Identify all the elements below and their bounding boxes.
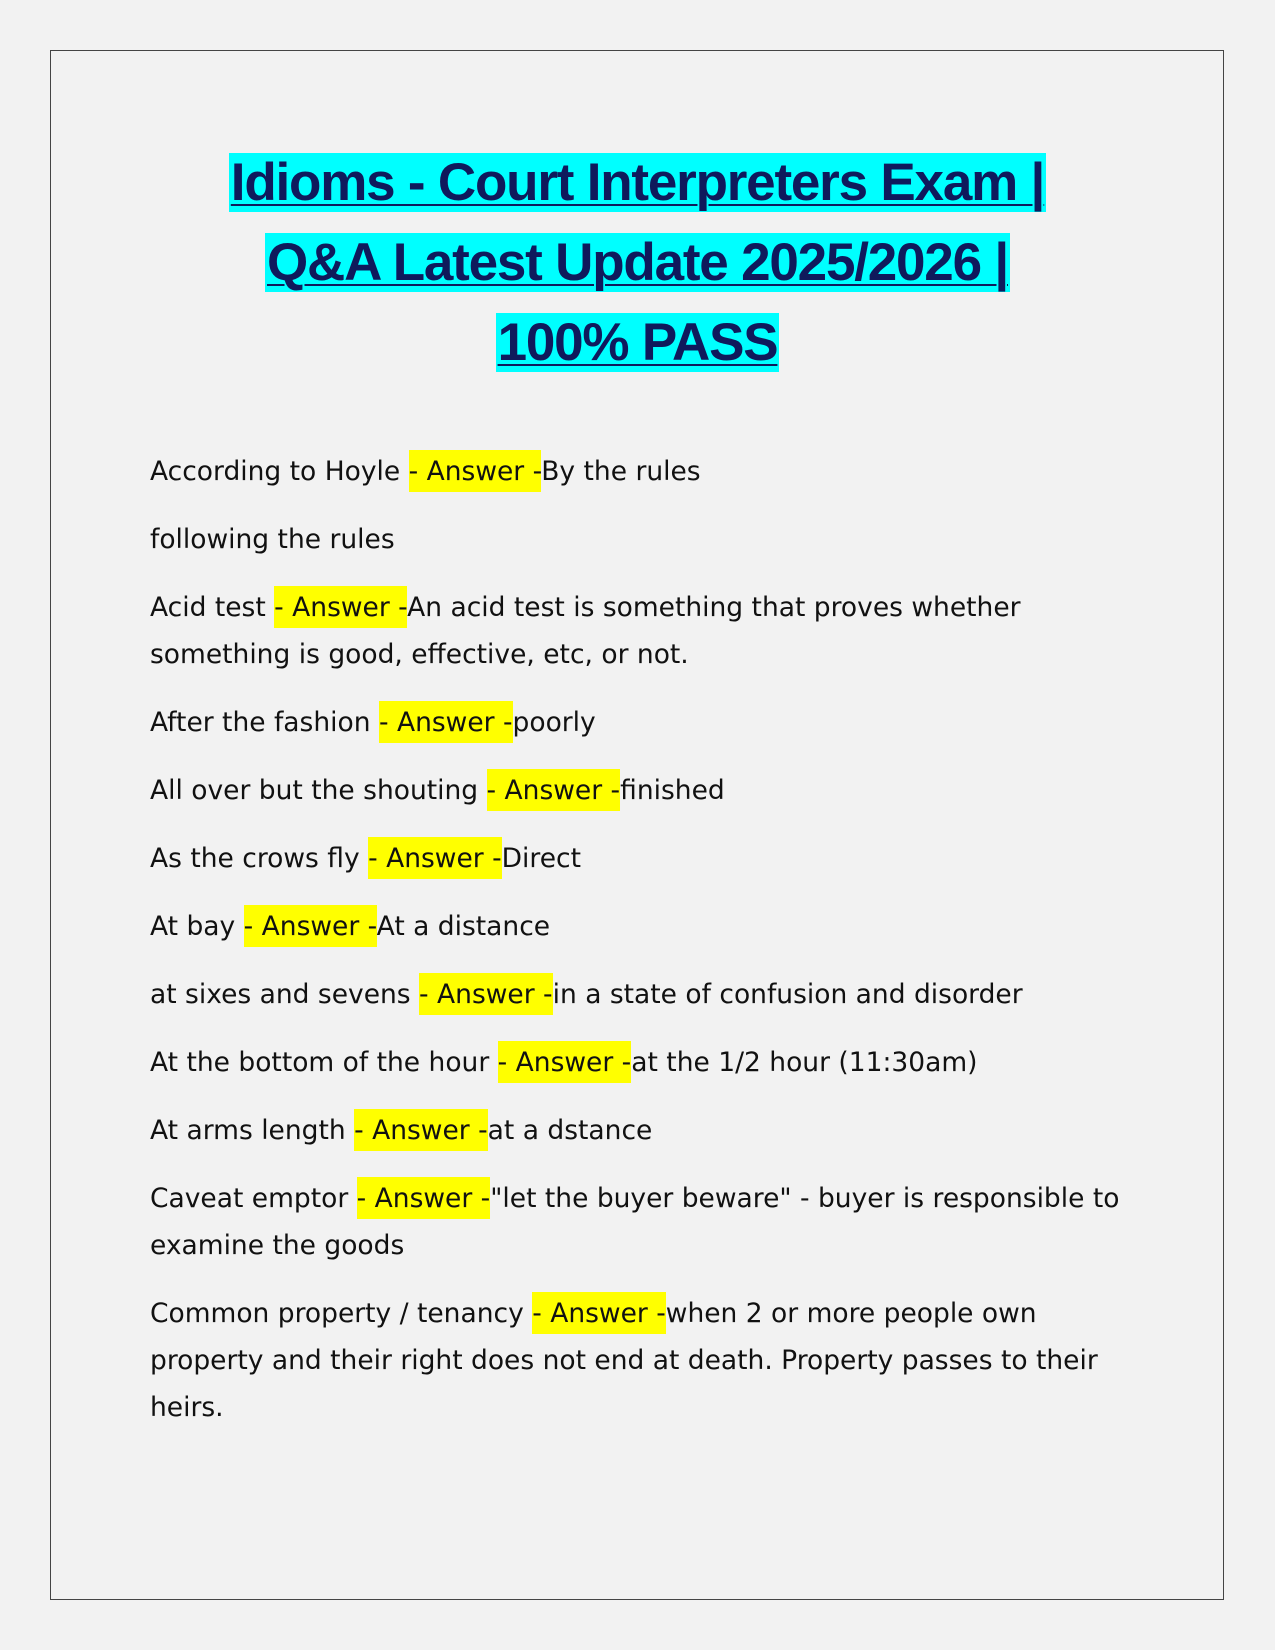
- idiom-term: At the bottom of the hour: [150, 1047, 498, 1078]
- answer-marker: - Answer -: [274, 586, 407, 628]
- list-item: [150, 971, 1140, 1018]
- idiom-answer: By the rules: [541, 456, 701, 487]
- answer-marker: - Answer -: [379, 701, 513, 743]
- list-item: [150, 516, 1140, 563]
- answer-marker: - Answer -: [357, 1177, 491, 1219]
- answer-marker: - Answer -: [498, 1041, 632, 1083]
- idiom-term: Common property / tenancy: [150, 1298, 533, 1329]
- idiom-term: After the fashion: [150, 707, 379, 738]
- title-line-3: 100% PASS: [497, 313, 778, 372]
- idiom-term: at sixes and sevens: [150, 979, 420, 1010]
- idiom-answer: An acid test is something that proves whether something is good, effective, etc, or not.: [150, 592, 1021, 670]
- list-item: [150, 903, 1140, 950]
- idiom-answer: at the 1/2 hour (11:30am): [631, 1047, 978, 1078]
- list-item: [150, 584, 1140, 678]
- list-item: [150, 1039, 1140, 1086]
- list-item: [150, 448, 1140, 495]
- idiom-term: At arms length: [150, 1115, 355, 1146]
- idiom-answer: At a distance: [376, 911, 551, 942]
- idiom-answer: Direct: [501, 843, 582, 874]
- answer-marker: - Answer -: [244, 905, 377, 947]
- answer-marker: - Answer -: [487, 769, 621, 811]
- idiom-term: According to Hoyle: [150, 456, 409, 487]
- idiom-answer: "let the buyer beware" - buyer is responsible to examine the goods: [150, 1183, 1120, 1261]
- list-item: [150, 767, 1140, 814]
- title-line-2: Q&A Latest Update 2025/2026 |: [267, 233, 1008, 292]
- answer-marker: - Answer -: [368, 837, 502, 879]
- list-item: [150, 699, 1140, 746]
- document-title: [100, 143, 1175, 383]
- list-item: [150, 1107, 1140, 1154]
- answer-marker: - Answer -: [354, 1109, 488, 1151]
- title-line-1: Idioms - Court Interpreters Exam |: [230, 153, 1045, 212]
- list-item: [150, 1175, 1140, 1269]
- idiom-term: Caveat emptor: [150, 1183, 357, 1214]
- idiom-term: following the rules: [150, 524, 395, 555]
- list-item: [150, 1290, 1140, 1431]
- answer-marker: - Answer -: [419, 973, 553, 1015]
- idiom-list: [150, 448, 1140, 1452]
- idiom-answer: poorly: [512, 707, 596, 738]
- answer-marker: - Answer -: [409, 450, 542, 492]
- idiom-term: At bay: [150, 911, 244, 942]
- list-item: [150, 835, 1140, 882]
- idiom-answer: finished: [620, 775, 725, 806]
- idiom-term: All over but the shouting: [150, 775, 487, 806]
- idiom-answer: when 2 or more people own property and their right does not end at death. Property passes to their heirs.: [150, 1298, 1098, 1423]
- idiom-answer: in a state of confusion and disorder: [552, 979, 1023, 1010]
- idiom-term: As the crows fly: [150, 843, 369, 874]
- answer-marker: - Answer -: [532, 1292, 666, 1334]
- idiom-answer: at a dstance: [487, 1115, 653, 1146]
- idiom-term: Acid test: [150, 592, 275, 623]
